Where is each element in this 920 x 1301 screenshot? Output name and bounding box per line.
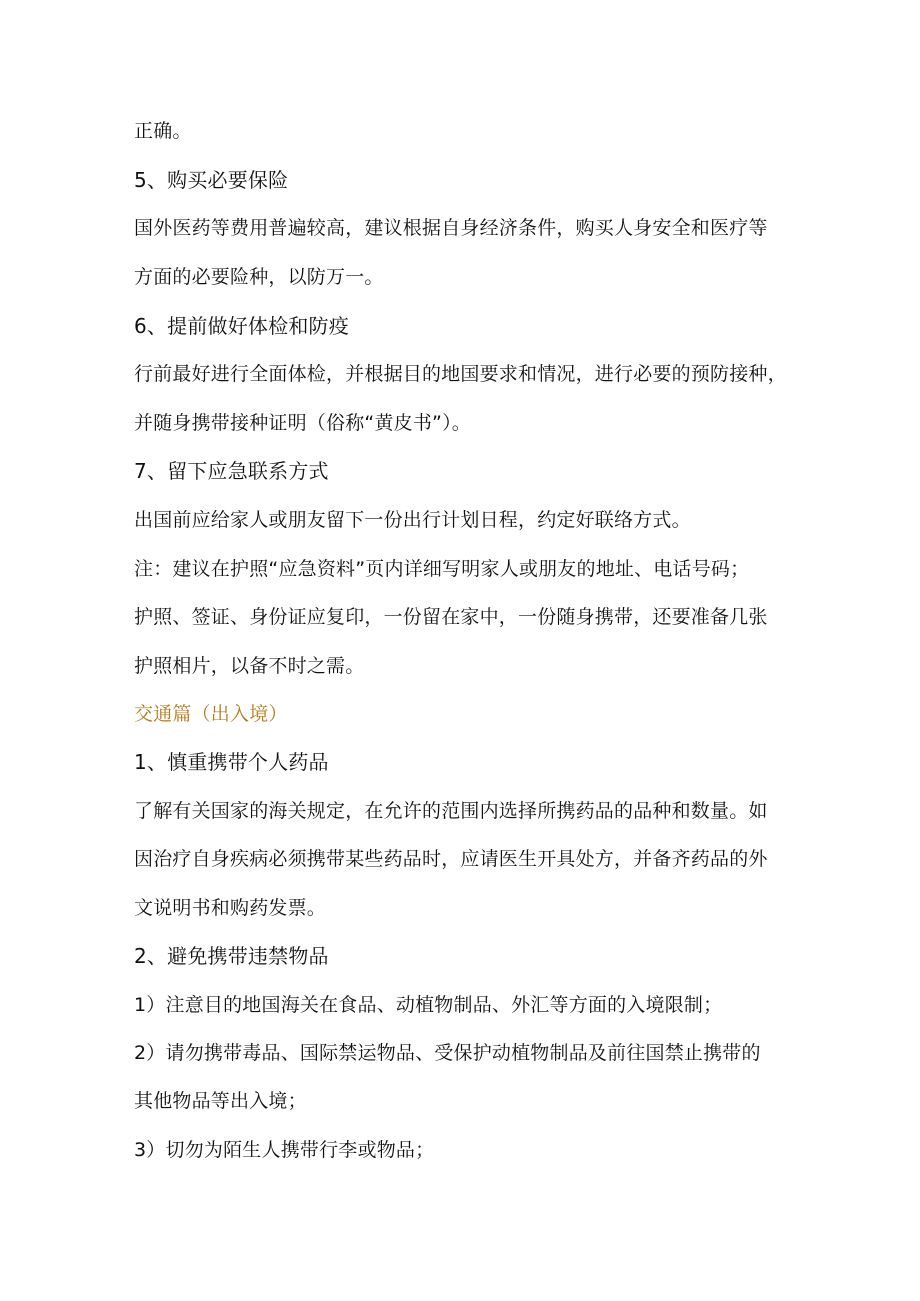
- list-item: 2）请勿携带毒品、国际禁运物品、受保护动植物制品及前往国禁止携带的: [134, 1042, 761, 1064]
- subheading-health-check: 6、提前做好体检和防疫: [134, 314, 349, 338]
- paragraph-line: 方面的必要险种，以防万一。: [134, 266, 384, 288]
- paragraph-line: 护照、签证、身份证应复印，一份留在家中，一份随身携带，还要准备几张: [134, 606, 768, 628]
- section-title-transport: 交通篇（出入境）: [134, 703, 288, 725]
- paragraph-line: 了解有关国家的海关规定，在允许的范围内选择所携药品的品种和数量。如: [134, 800, 768, 822]
- paragraph-line: 出国前应给家人或朋友留下一份出行计划日程，约定好联络方式。: [134, 509, 691, 531]
- list-item: 3）切勿为陌生人携带行李或物品；: [134, 1139, 435, 1161]
- paragraph-line: 并随身携带接种证明（俗称“黄皮书”）。: [134, 412, 471, 434]
- paragraph-line: 正确。: [134, 120, 192, 142]
- note-line: 注：建议在护照“应急资料”页内详细写明家人或朋友的地址、电话号码；: [134, 558, 750, 580]
- paragraph-line: 护照相片，以备不时之需。: [134, 655, 365, 677]
- subheading-medicine: 1、慎重携带个人药品: [134, 750, 329, 774]
- list-item-continuation: 其他物品等出入境；: [134, 1090, 307, 1112]
- paragraph-line: 文说明书和购药发票。: [134, 897, 327, 919]
- paragraph-line: 因治疗自身疾病必须携带某些药品时，应请医生开具处方，并备齐药品的外: [134, 848, 768, 870]
- subheading-purchase-insurance: 5、购买必要保险: [134, 168, 289, 192]
- list-item: 1）注意目的地国海关在食品、动植物制品、外汇等方面的入境限制；: [134, 994, 723, 1016]
- subheading-prohibited-items: 2、避免携带违禁物品: [134, 944, 329, 968]
- paragraph-line: 国外医药等费用普遍较高，建议根据自身经济条件，购买人身安全和医疗等: [134, 217, 768, 239]
- subheading-emergency-contact: 7、留下应急联系方式: [134, 459, 329, 483]
- paragraph-line: 行前最好进行全面体检，并根据目的地国要求和情况，进行必要的预防接种，: [134, 363, 787, 385]
